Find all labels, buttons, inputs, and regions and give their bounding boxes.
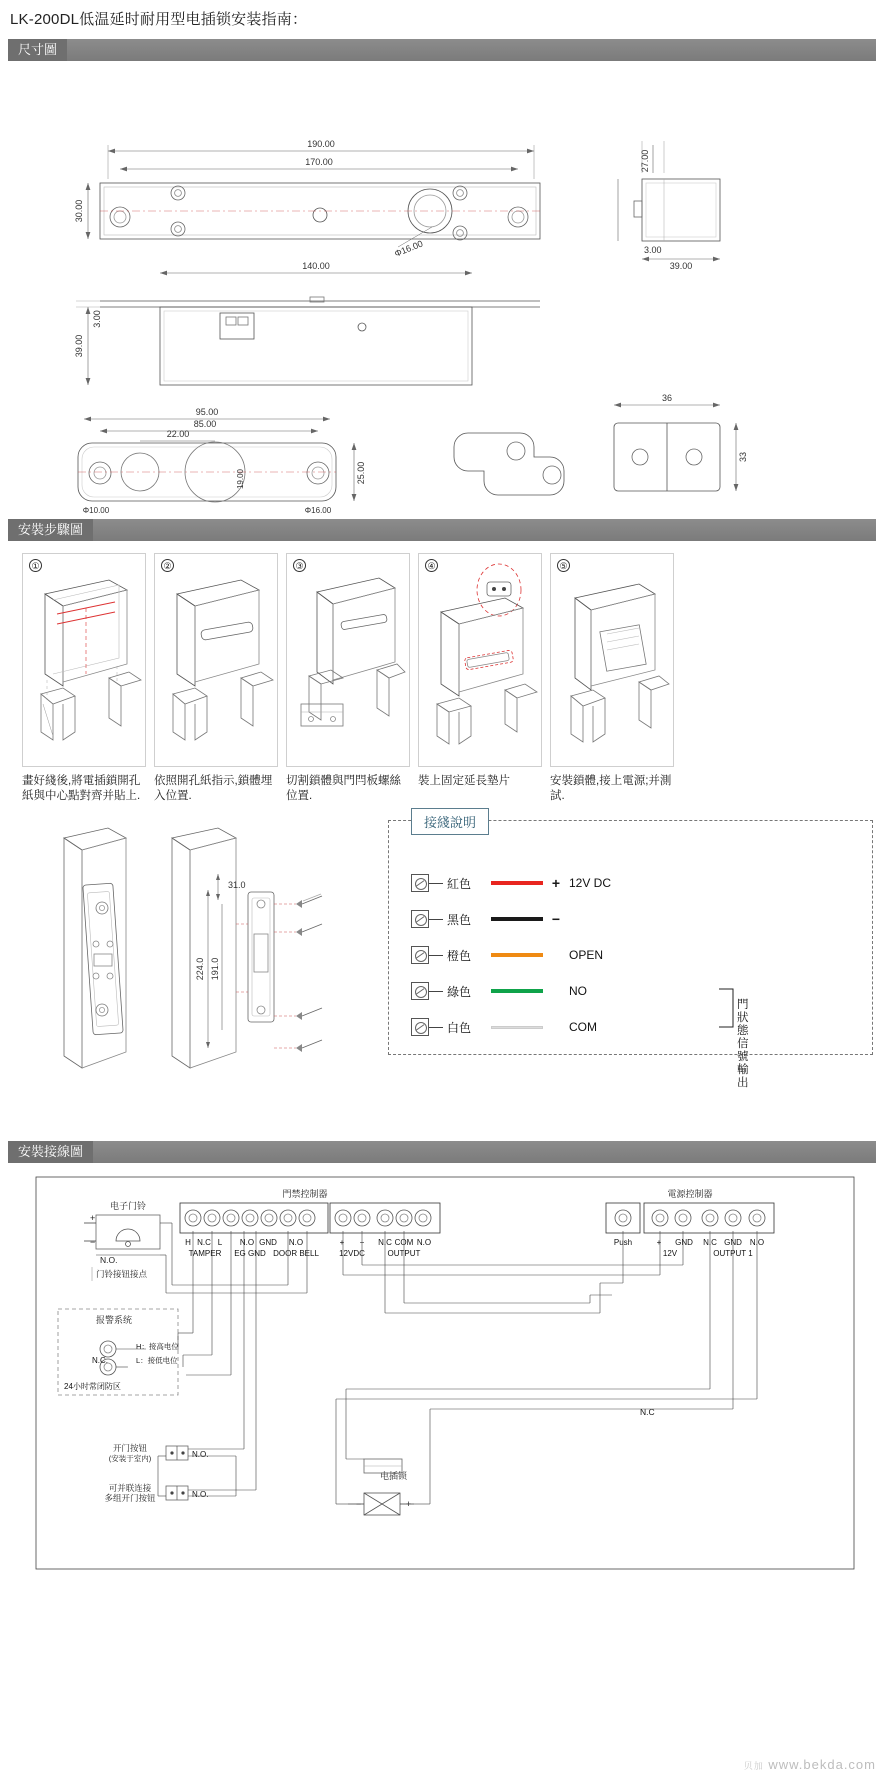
watermark-url: www.bekda.com — [768, 1757, 876, 1772]
svg-text:GND: GND — [675, 1238, 693, 1247]
step-3-caption: 切割鎖體與門閂板螺絲位置. — [286, 775, 401, 802]
svg-text:(安装于室内): (安装于室内) — [108, 1454, 152, 1463]
svg-text:−: − — [356, 1499, 362, 1509]
wire-lead — [429, 919, 443, 920]
step-1-image — [22, 553, 146, 767]
svg-text:Φ16.00: Φ16.00 — [304, 506, 332, 515]
wire-lead — [429, 883, 443, 884]
wire-row-white — [411, 1017, 597, 1037]
wire-polarity: − — [551, 911, 561, 927]
svg-text:可并联连接: 可并联连接 — [108, 1483, 152, 1493]
svg-text:31.0: 31.0 — [228, 880, 246, 890]
svg-text:EG GND: EG GND — [234, 1249, 266, 1258]
section-header-wiring — [18, 1141, 876, 1163]
wire-signal: OPEN — [569, 948, 604, 962]
svg-text:170.00: 170.00 — [305, 157, 333, 167]
svg-text:Φ10.00: Φ10.00 — [82, 506, 110, 515]
svg-text:140.00: 140.00 — [302, 261, 330, 271]
svg-text:+: + — [656, 1238, 662, 1247]
svg-text:开门按钮: 开门按钮 — [112, 1443, 148, 1453]
section-label-wiring: 安裝接線圖 — [8, 1141, 93, 1163]
svg-text:Push: Push — [613, 1238, 633, 1247]
svg-text:25.00: 25.00 — [356, 461, 366, 485]
wire-name: 白色 — [447, 1020, 472, 1035]
svg-text:N.C: N.C — [197, 1238, 211, 1247]
watermark — [744, 1757, 876, 1772]
step-1-number: ① — [29, 559, 42, 572]
dimension-drawing-canvas — [0, 61, 890, 519]
svg-text:OUTPUT 1: OUTPUT 1 — [713, 1249, 753, 1258]
watermark-chinese: 贝加 — [743, 1761, 764, 1771]
svg-text:22.00: 22.00 — [166, 429, 190, 439]
svg-text:OUTPUT: OUTPUT — [387, 1249, 421, 1258]
step-2-caption: 依照開孔紙指示,鎖體埋入位置. — [154, 775, 273, 802]
wire-color-swatch — [491, 953, 543, 957]
wiring-legend-box — [388, 815, 873, 1089]
wire-row-green — [411, 981, 587, 1001]
step-5 — [550, 553, 674, 804]
section-label-dimension: 尺寸圖 — [8, 39, 67, 61]
wire-signal: NO — [569, 984, 587, 998]
svg-text:N.O.: N.O. — [192, 1450, 209, 1459]
svg-text:L: L — [217, 1238, 223, 1247]
wire-color-swatch — [491, 917, 543, 921]
svg-text:−: − — [359, 1238, 365, 1247]
svg-text:N.O.: N.O. — [192, 1490, 209, 1499]
svg-text:3.00: 3.00 — [644, 245, 662, 255]
svg-text:27.00: 27.00 — [640, 149, 650, 173]
svg-text:−: − — [90, 1237, 96, 1247]
svg-text:电子门铃: 电子门铃 — [109, 1201, 147, 1211]
svg-text:Φ16.00: Φ16.00 — [393, 238, 425, 259]
wire-row-black — [411, 909, 569, 929]
step-5-caption: 安裝鎖體,接上電源;并測試. — [550, 775, 672, 802]
wire-name: 黑色 — [447, 912, 472, 927]
terminal-screw-icon — [411, 1018, 429, 1036]
svg-text:39.00: 39.00 — [74, 334, 84, 358]
wire-row-orange — [411, 945, 603, 965]
step-3-number: ③ — [293, 559, 306, 572]
svg-text:30.00: 30.00 — [74, 199, 84, 223]
step-1 — [22, 553, 146, 804]
svg-text:電源控制器: 電源控制器 — [667, 1189, 713, 1199]
step-2 — [154, 553, 278, 804]
svg-text:DOOR BELL: DOOR BELL — [273, 1249, 319, 1258]
step-4-image — [418, 553, 542, 767]
wire-name: 橙色 — [447, 948, 472, 963]
section-header-dimension — [18, 39, 876, 61]
svg-text:24小时常闭防区: 24小时常闭防区 — [64, 1382, 121, 1391]
section-header-steps — [18, 519, 876, 541]
svg-text:190.00: 190.00 — [307, 139, 335, 149]
svg-text:N.O: N.O — [288, 1238, 304, 1247]
svg-text:L：接低电位: L：接低电位 — [136, 1356, 178, 1365]
svg-text:19.00: 19.00 — [236, 468, 245, 490]
svg-text:N.O: N.O — [239, 1238, 255, 1247]
svg-text:+: + — [406, 1499, 412, 1509]
door-status-output-label: 門狀態信號輸出 — [737, 999, 749, 1089]
svg-text:N.C: N.C — [640, 1407, 655, 1417]
svg-text:N.C: N.C — [703, 1238, 717, 1247]
svg-text:95.00: 95.00 — [195, 407, 219, 417]
section-label-steps: 安裝步驟圖 — [8, 519, 93, 541]
steps-row — [22, 553, 876, 804]
step-3 — [286, 553, 410, 804]
step-2-image — [154, 553, 278, 767]
svg-text:+: + — [90, 1213, 96, 1223]
wire-name: 綠色 — [447, 984, 472, 999]
wire-color-swatch — [491, 989, 543, 993]
svg-text:12VDC: 12VDC — [339, 1249, 365, 1258]
svg-text:N.O.: N.O. — [100, 1255, 118, 1265]
svg-text:COM: COM — [394, 1238, 414, 1247]
step-1-caption: 畫好綫後,將電插鎖開孔紙與中心點對齊并貼上. — [22, 775, 141, 802]
svg-text:报警系统: 报警系统 — [96, 1315, 133, 1325]
svg-text:N.O: N.O — [749, 1238, 765, 1247]
svg-text:N.C: N.C — [378, 1238, 392, 1247]
step-5-image — [550, 553, 674, 767]
wiring-legend-title: 接綫說明 — [411, 808, 489, 835]
wire-lead — [429, 955, 443, 956]
terminal-screw-icon — [411, 982, 429, 1000]
svg-text:36: 36 — [661, 393, 673, 403]
svg-text:电插锁: 电插锁 — [380, 1471, 408, 1481]
svg-text:门铃接钮接点: 门铃接钮接点 — [96, 1269, 148, 1279]
svg-text:多组开门按钮: 多组开门按钮 — [104, 1493, 156, 1503]
svg-text:GND: GND — [724, 1238, 742, 1247]
svg-text:12V: 12V — [662, 1249, 678, 1258]
svg-text:3.00: 3.00 — [92, 310, 102, 328]
svg-text:門禁控制器: 門禁控制器 — [282, 1189, 328, 1199]
wire-signal: 12V DC — [569, 876, 612, 890]
svg-text:N.C.: N.C. — [92, 1356, 108, 1365]
svg-text:N.O: N.O — [416, 1238, 432, 1247]
svg-text:H：接高电位: H：接高电位 — [136, 1342, 179, 1351]
wire-name: 紅色 — [447, 876, 472, 891]
svg-text:224.0: 224.0 — [195, 957, 205, 981]
svg-text:39.00: 39.00 — [669, 261, 693, 271]
wire-polarity: + — [551, 875, 561, 891]
wire-color-swatch — [491, 1026, 543, 1029]
terminal-screw-icon — [411, 946, 429, 964]
step-4-caption: 裝上固定延長墊片 — [418, 775, 510, 787]
wire-color-swatch — [491, 881, 543, 885]
svg-text:191.0: 191.0 — [210, 957, 220, 981]
svg-text:GND: GND — [259, 1238, 277, 1247]
svg-text:85.00: 85.00 — [193, 419, 217, 429]
step-5-number: ⑤ — [557, 559, 570, 572]
step-2-number: ② — [161, 559, 174, 572]
step-4 — [418, 553, 542, 804]
svg-text:TAMPER: TAMPER — [188, 1249, 222, 1258]
step-4-number: ④ — [425, 559, 438, 572]
wire-lead — [429, 991, 443, 992]
wire-row-red — [411, 873, 611, 893]
wire-lead — [429, 1027, 443, 1028]
wiring-diagram-canvas — [0, 1163, 890, 1586]
terminal-screw-icon — [411, 874, 429, 892]
terminal-screw-icon — [411, 910, 429, 928]
wire-signal: COM — [569, 1020, 597, 1034]
page-title: LK-200DL低温延时耐用型电插锁安装指南： — [10, 11, 308, 28]
svg-text:H: H — [185, 1238, 191, 1247]
svg-text:+: + — [339, 1238, 345, 1247]
step-3-image — [286, 553, 410, 767]
svg-text:33: 33 — [738, 451, 748, 463]
